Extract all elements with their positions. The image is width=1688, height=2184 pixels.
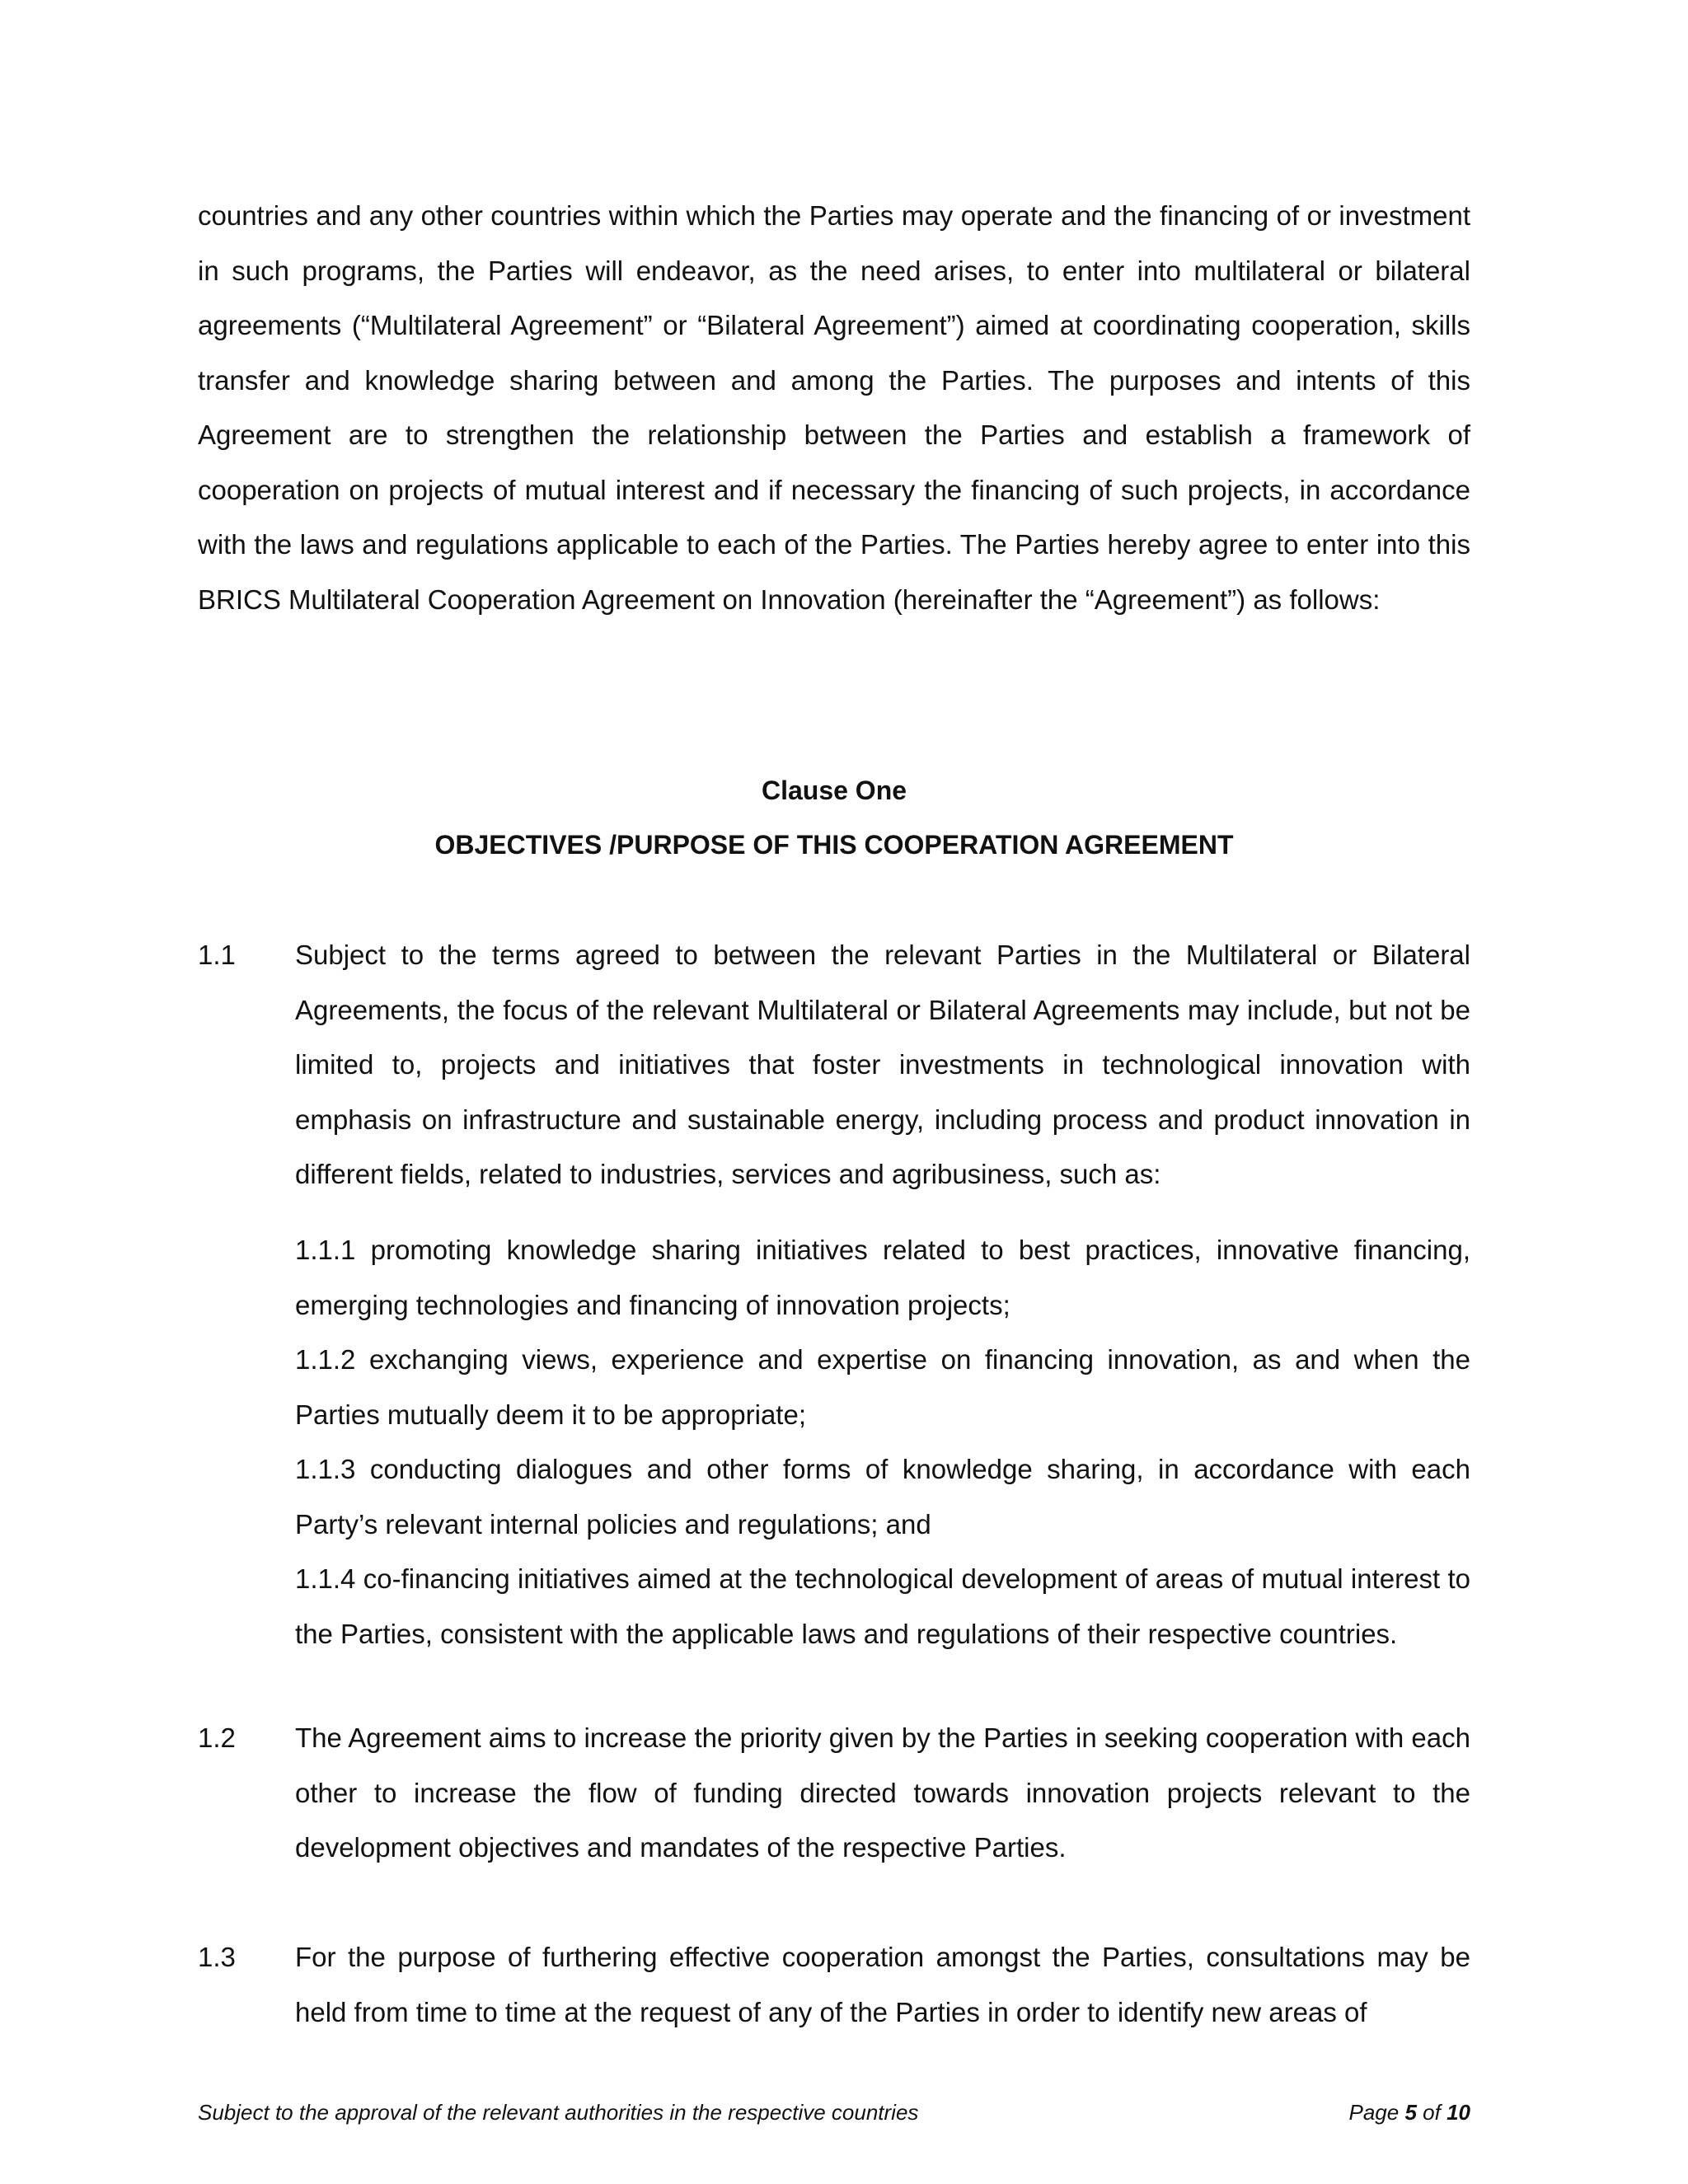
subclause-1-1-2: 1.1.2 exchanging views, experience and expertise on financing innovation, as and when the Parties mutually deem it to be appropriate; [295,1344,1470,1430]
clause-1-3 [198,1930,1470,2040]
subclause-1-1-1: 1.1.1 promoting knowledge sharing initiatives related to best practices, innovative financing, emerging technologies and financing of innovation projects; [295,1235,1470,1320]
clause-number: 1.2 [198,1722,236,1753]
subclause-1-1-4: 1.1.4 co-financing initiatives aimed at the technological development of areas of mutual interest to the Parties, consistent with the applicable laws and regulations of their respective countries. [295,1563,1470,1649]
clause-heading: Clause One [761,776,907,805]
intro-text: countries and any other countries within which the Parties may operate and the financing of or investment in such programs, the Parties will endeavor, as the need arises, to enter into multilateral or bilateral agreements (“Multilateral Agreement” or “Bilateral Agreement”) aimed at coordinating cooperation, skills transfer and knowledge sharing between and among the Parties. The purposes and intents of this Agreement are to strengthen the relationship between the Parties and establish a framework of cooperation on projects of mutual interest and if necessary the financing of such projects, in accordance with the laws and regulations applicable to each of the Parties. The Parties hereby agree to enter into this BRICS Multilateral Cooperation Agreement on Innovation (hereinafter the “Agreement”) as follows: [198,200,1470,615]
subclause-1-1-3: 1.1.3 conducting dialogues and other forms of knowledge sharing, in accordance with each Party’s relevant internal policies and regulations; and [295,1454,1470,1540]
clause-number: 1.1 [198,940,236,970]
page-total: 10 [1447,2100,1470,2125]
clause-text: For the purpose of furthering effective cooperation amongst the Parties, consultations may be held from time to time at the request of any of the Parties in order to identify new areas of [295,1942,1470,2027]
clause-text: Subject to the terms agreed to between the relevant Parties in the Multilateral or Bilateral Agreements, the focus of the relevant Multilateral or Bilateral Agreements may include, but not be limited to, projects and initiatives that foster investments in technological innovation with emphasis on infrastructure and sustainable energy, including process and product innovation in different fields, related to industries, services and agribusiness, such as: [295,940,1470,1189]
page-indicator [1348,2100,1470,2125]
clause-1-2 [198,1711,1470,1876]
clause-1-1 [198,928,1470,1202]
intro-paragraph [198,189,1470,627]
page-number: 5 [1404,2100,1417,2125]
footer-note: Subject to the approval of the relevant authorities in the respective countries [198,2100,919,2125]
page-label: Page [1348,2100,1400,2125]
subclause-list [295,1223,1470,1661]
clause-text: The Agreement aims to increase the priority given by the Parties in seeking cooperation with each other to increase the flow of funding directed towards innovation projects relevant to the development objectives and mandates of the respective Parties. [295,1722,1470,1863]
clause-number: 1.3 [198,1942,236,1972]
of-label: of [1423,2100,1441,2125]
clause-title: OBJECTIVES /PURPOSE OF THIS COOPERATION AGREEMENT [434,830,1234,860]
